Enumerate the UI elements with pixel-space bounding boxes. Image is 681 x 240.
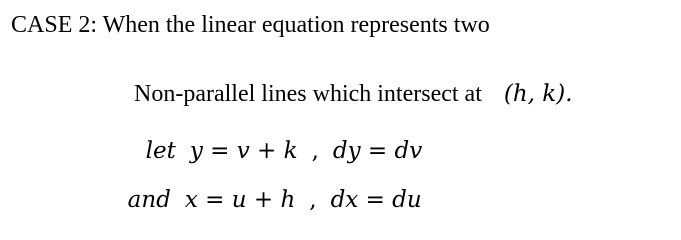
substitution-x-line — [113, 166, 422, 212]
y-substitution-eq: y = v + k — [189, 138, 298, 164]
and-word: and — [127, 187, 171, 213]
intersection-line — [126, 66, 573, 106]
let-word: let — [145, 138, 176, 164]
separator-comma-1: , — [311, 138, 319, 164]
case-heading: CASE 2: When the linear equation represents two — [11, 12, 490, 38]
dx-eq: dx = du — [330, 187, 422, 213]
intersection-text: Non-parallel lines which intersect at — [134, 81, 482, 107]
separator-comma-2: , — [309, 187, 317, 213]
dy-eq: dy = dv — [332, 138, 423, 164]
substitution-y-line — [131, 117, 422, 163]
x-substitution-eq: x = u + h — [184, 187, 296, 213]
intersection-point: (h, k). — [503, 81, 573, 107]
